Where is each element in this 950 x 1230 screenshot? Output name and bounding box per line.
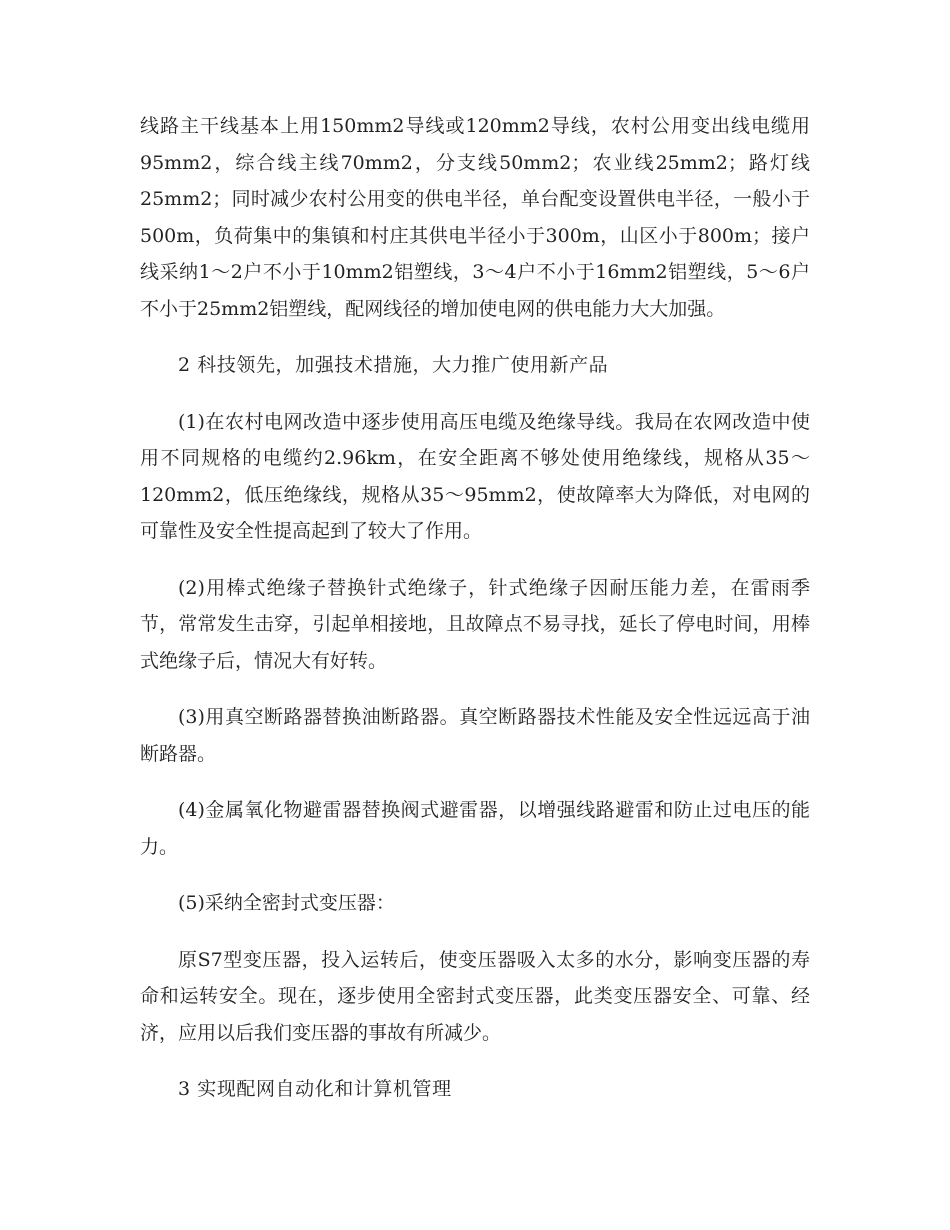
paragraph-item-2: (2)用棒式绝缘子替换针式绝缘子，针式绝缘子因耐压能力差，在雷雨季节，常常发生击穿，引起单相接地，且故障点不易寻找，延长了停电时间，用棒式绝缘子后，情况大有好转。 [140,576,810,672]
section-heading-2: 2 科技领先，加强技术措施，大力推广使用新产品 [178,354,609,376]
document-body [140,108,810,1128]
paragraph-line-sizes: 线路主干线基本上用150mm2导线或120mm2导线，农村公用变出线电缆用95mm2，综合线主线70mm2，分支线50mm2；农业线25mm2；路灯线25mm2；同时减少农村公用变的供电半径，单台配变设置供电半径，一般小于500m，负荷集中的集镇和村庄其供电半径小于300m，山区小于800m；接户线采纳1～2户不小于10mm2铝塑线，3～4户不小于16mm2铝塑线，5～6户不小于25mm2铝塑线，配网线径的增加使电网的供电能力大大加强。 [140,115,810,320]
paragraph-item-5: (5)采纳全密封式变压器： [178,892,395,914]
paragraph-item-4: (4)金属氧化物避雷器替换阀式避雷器，以增强线路避雷和防止过电压的能力。 [140,799,810,858]
paragraph-item-3: (3)用真空断路器替换油断路器。真空断路器技术性能及安全性远远高于油断路器。 [140,706,810,765]
section-heading-3: 3 实现配网自动化和计算机管理 [178,1078,452,1100]
paragraph-transformer-detail: 原S7型变压器，投入运转后，使变压器吸入太多的水分，影响变压器的寿命和运转安全。现在，逐步使用全密封式变压器，此类变压器安全、可靠、经济，应用以后我们变压器的事故有所减少。 [140,948,810,1044]
paragraph-item-1: (1)在农村电网改造中逐步使用高压电缆及绝缘导线。我局在农网改造中使用不同规格的电缆约2.96km，在安全距离不够处使用绝缘线，规格从35～120mm2，低压绝缘线，规格从35～95mm2，使故障率大为降低，对电网的可靠性及安全性提高起到了较大了作用。 [140,410,810,542]
